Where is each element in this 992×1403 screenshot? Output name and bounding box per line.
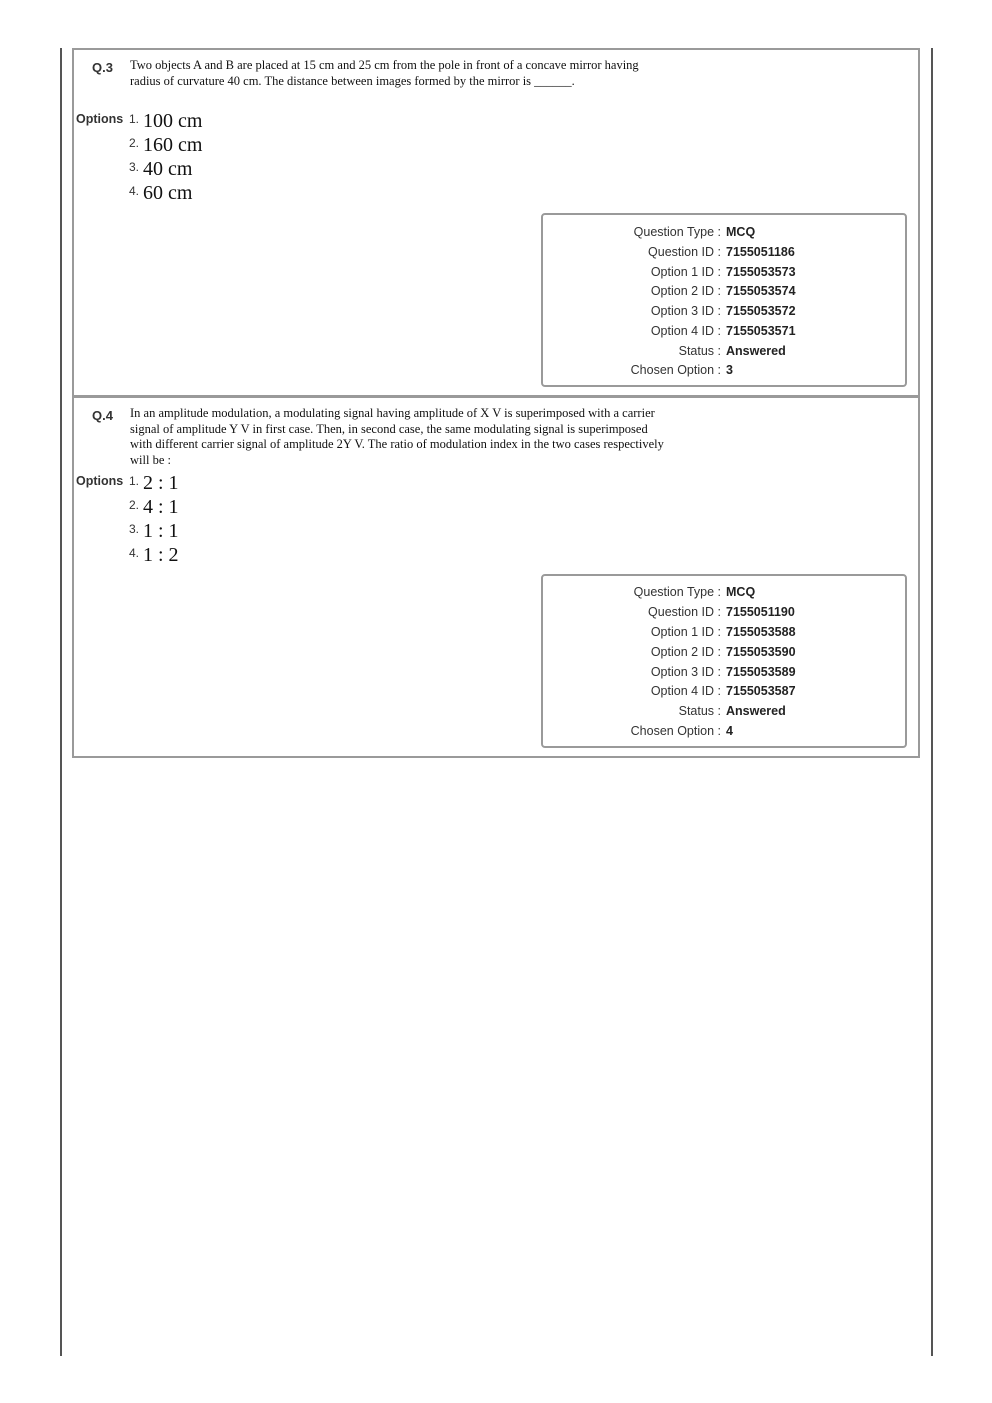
info-option-3-id (543, 662, 905, 682)
info-value: 7155051186 (726, 245, 795, 259)
option-value: 1 : 2 (143, 544, 179, 566)
question-panel-q4 (72, 396, 920, 758)
info-option-4-id (543, 321, 905, 341)
info-value: 7155053588 (726, 625, 796, 639)
info-label: Status : (678, 704, 721, 718)
info-label: Option 2 ID : (650, 645, 721, 659)
option-number: 1. (129, 112, 140, 126)
option-4 (129, 544, 179, 568)
info-value: 7155053573 (726, 265, 796, 279)
info-label: Option 2 ID : (650, 284, 721, 298)
info-label: Option 1 ID : (650, 265, 721, 279)
option-number: 3. (129, 160, 140, 174)
info-label: Chosen Option : (630, 363, 721, 377)
info-label: Option 3 ID : (650, 665, 721, 679)
info-value: 4 (726, 724, 733, 738)
info-label: Chosen Option : (630, 724, 721, 738)
page-border-left (60, 48, 62, 1356)
info-value: 3 (726, 363, 733, 377)
option-number: 2. (129, 136, 140, 150)
option-number: 2. (129, 498, 140, 512)
question-text: In an amplitude modulation, a modulating signal having amplitude of X V is superimposed with a carrier signal of amplitude Y V in first case. Then, in second case, the same modulating signal is superimposed with different carrier signal of amplitude 2Y V. The ratio of modulation index in the two cases respectively will be : (130, 406, 664, 467)
info-label: Question ID : (648, 605, 721, 619)
info-label: Question Type : (633, 225, 721, 239)
info-label: Option 4 ID : (650, 324, 721, 338)
page-border-right (931, 48, 933, 1356)
question-number: Q.4 (92, 408, 113, 423)
option-value: 100 cm (143, 110, 203, 132)
option-value: 60 cm (143, 182, 193, 204)
info-value: 7155053590 (726, 645, 796, 659)
option-2 (129, 496, 179, 520)
option-3 (129, 158, 192, 182)
info-chosen-option (543, 721, 905, 741)
info-option-1-id (543, 622, 905, 642)
info-value: 7155053587 (726, 684, 796, 698)
info-value: MCQ (726, 585, 756, 599)
info-value: 7155053572 (726, 304, 796, 318)
status-badge: Answered (726, 704, 786, 718)
question-text: Two objects A and B are placed at 15 cm and 25 cm from the pole in front of a concave mirror having radius of curvature 40 cm. The distance between images formed by the mirror is ______. (130, 58, 639, 88)
option-2 (129, 134, 202, 158)
info-value: MCQ (726, 225, 756, 239)
option-number: 4. (129, 184, 140, 198)
option-value: 4 : 1 (143, 496, 179, 518)
info-label: Option 1 ID : (650, 625, 721, 639)
option-value: 2 : 1 (143, 472, 179, 494)
option-1 (129, 110, 202, 134)
question-number: Q.3 (92, 60, 113, 75)
options-label: Options (76, 474, 124, 488)
info-chosen-option (543, 360, 905, 380)
option-3 (129, 520, 179, 544)
info-option-3-id (543, 301, 905, 321)
info-question-id (543, 242, 905, 262)
info-value: 7155053571 (726, 324, 796, 338)
info-option-2-id (543, 281, 905, 301)
info-option-2-id (543, 642, 905, 662)
question-info-box (541, 213, 907, 387)
options-label: Options (76, 112, 124, 126)
question-info-box (541, 574, 907, 748)
info-question-type (543, 222, 905, 242)
info-status (543, 701, 905, 721)
info-label: Option 4 ID : (650, 684, 721, 698)
option-number: 3. (129, 522, 140, 536)
option-4 (129, 182, 192, 206)
info-label: Status : (678, 344, 721, 358)
info-label: Option 3 ID : (650, 304, 721, 318)
option-1 (129, 472, 179, 496)
info-value: 7155053574 (726, 284, 796, 298)
info-question-id (543, 602, 905, 622)
option-number: 4. (129, 546, 140, 560)
info-value: 7155053589 (726, 665, 796, 679)
info-question-type (543, 582, 905, 602)
info-value: 7155051190 (726, 605, 795, 619)
option-value: 40 cm (143, 158, 193, 180)
option-value: 1 : 1 (143, 520, 179, 542)
option-number: 1. (129, 474, 140, 488)
status-badge: Answered (726, 344, 786, 358)
info-option-4-id (543, 681, 905, 701)
info-status (543, 341, 905, 361)
info-option-1-id (543, 262, 905, 282)
info-label: Question ID : (648, 245, 721, 259)
option-value: 160 cm (143, 134, 203, 156)
question-panel-q3 (72, 48, 920, 397)
info-label: Question Type : (633, 585, 721, 599)
